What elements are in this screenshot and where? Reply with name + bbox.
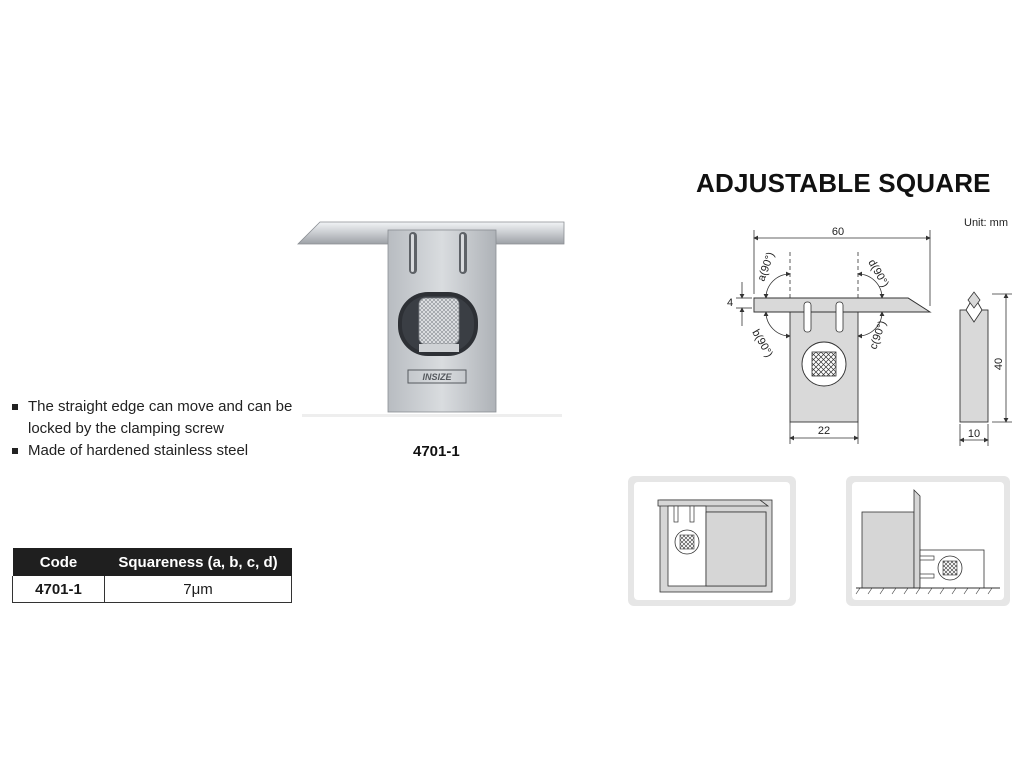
column-header-code: Code xyxy=(13,548,105,576)
usage-panel-2 xyxy=(846,476,1010,606)
dim-label-length: 60 xyxy=(831,226,845,238)
feature-item: The straight edge can move and can be locked by the clamping screw xyxy=(12,396,312,440)
dim-label-height: 40 xyxy=(993,357,1005,371)
page-title: ADJUSTABLE SQUARE xyxy=(696,168,991,198)
feature-list xyxy=(12,396,312,462)
spec-table xyxy=(12,548,292,603)
usage-illustration-2 xyxy=(852,482,1004,600)
product-photo xyxy=(292,218,568,418)
dim-label-edge-thickness: 4 xyxy=(726,297,734,309)
table-row xyxy=(13,576,292,603)
angle-label-a: a(90°) xyxy=(755,250,778,284)
angle-label-d: d(90°) xyxy=(865,257,891,290)
angle-label-c: c(90°) xyxy=(867,319,889,352)
angle-label-b: b(90°) xyxy=(749,327,775,360)
product-model-label: 4701-1 xyxy=(413,443,460,460)
column-header-squareness: Squareness (a, b, c, d) xyxy=(105,548,292,576)
cell-squareness: 7μm xyxy=(105,576,292,603)
usage-panel-1 xyxy=(628,476,796,606)
table-header-row xyxy=(13,548,292,576)
cell-code: 4701-1 xyxy=(13,576,105,603)
usage-illustration-1 xyxy=(634,482,790,600)
svg-text:INSIZE: INSIZE xyxy=(422,372,452,382)
technical-drawing xyxy=(716,222,1022,454)
unit-label: Unit: mm xyxy=(964,217,1008,229)
dim-label-base-thickness: 10 xyxy=(967,428,981,440)
dim-label-base-width: 22 xyxy=(817,425,831,437)
feature-item: Made of hardened stainless steel xyxy=(12,440,312,462)
